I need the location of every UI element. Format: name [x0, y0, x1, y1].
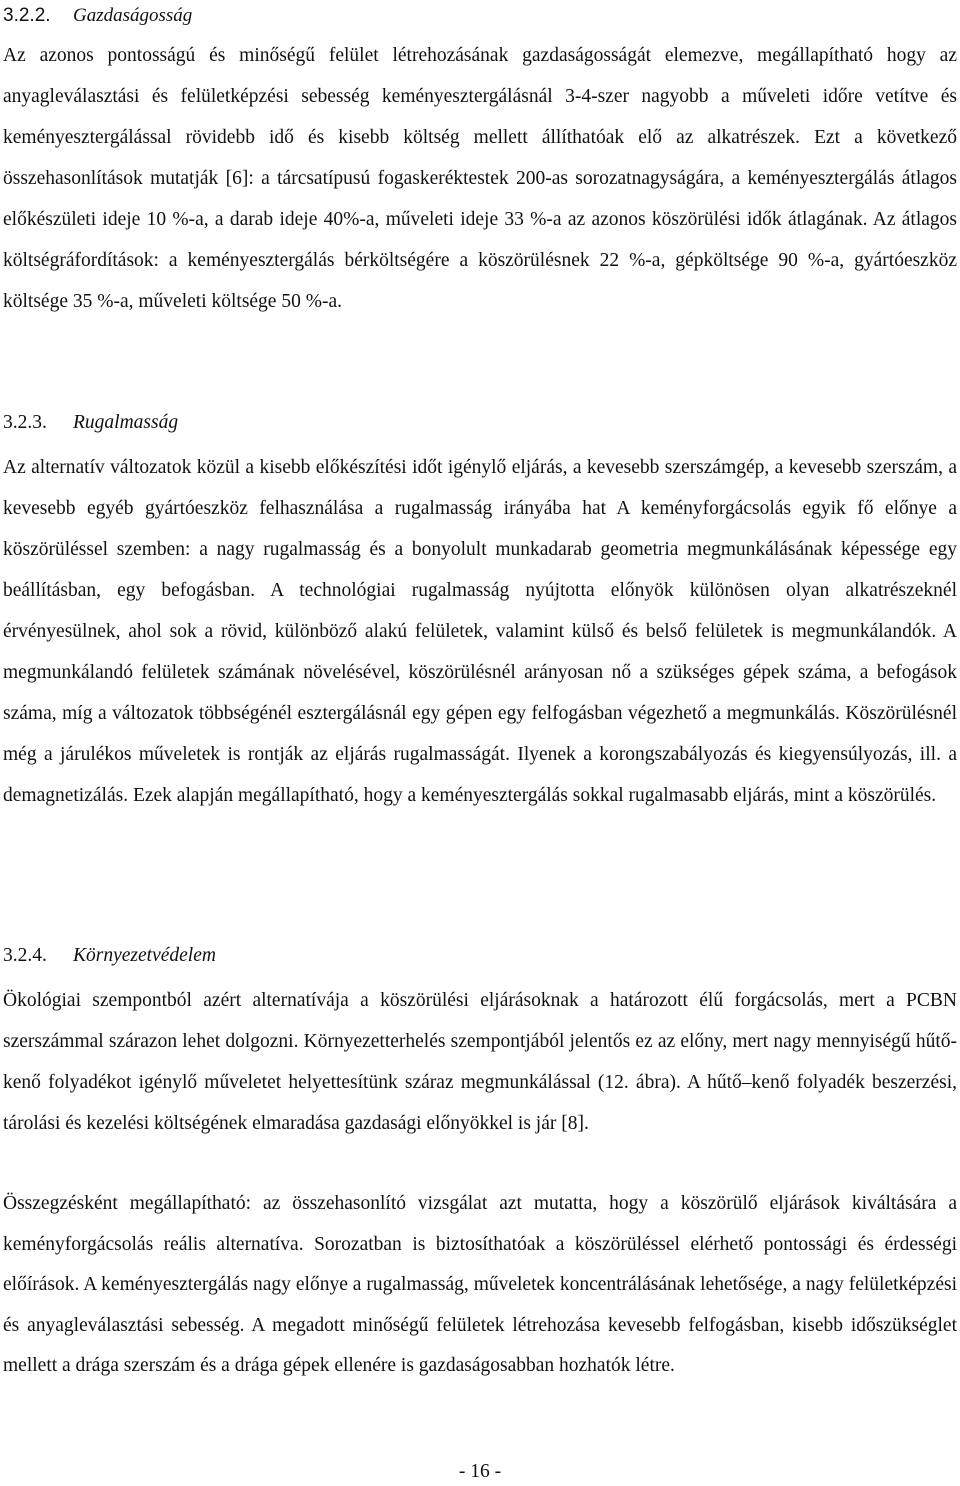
paragraph-gazdasagossag: Az azonos pontosságú és minőségű felület létrehozásának gazdaságosságát elemezve, megállapítható hogy az anyagleválasztási és felületképzési sebesség keményesztergálásnál 3-4-szer nagyobb a műveleti időre vetítve és keményesztergálással rövidebb idő és kisebb költség mellett állíthatóak elő az alkatrészek. Ezt a következő összehasonlítások mutatják [6]: a tárcsatípusú fogaskeréktestek 200-as sorozatnagyságára, a keményesztergálás átlagos előkészületi ideje 10 %-a, a darab ideje 40%-a, műveleti ideje 33 %-a az azonos köszörülési idők átlagának. Az átlagos költségráfordítások: a keményesztergálás bérköltségére a köszörülésnek 22 %-a, gépköltsége 90 %-a, gyártóeszköz költsége 35 %-a, műveleti költsége 50 %-a. — [3, 45, 957, 312]
section-heading-gazdasagossag — [3, 2, 192, 30]
section-title: Környezetvédelem — [73, 945, 216, 966]
page-number: - 16 - — [458, 1461, 502, 1482]
section-title: Gazdaságosság — [73, 5, 193, 26]
paragraph-kornyezetvedelem-1: Ökológiai szempontból azért alternatívája a köszörülési eljárásoknak a határozott élű forgácsolás, mert a PCBN szerszámmal szárazon lehet dolgozni. Környezetterhelés szempontjából jelentős ez az előny, mert nagy mennyiségű hűtő-kenő folyadékot igénylő műveletet helyettesítünk száraz megmunkálással (12. ábra). A hűtő–kenő folyadék beszerzési, tárolási és kezelési költségének elmaradása gazdasági előnyökkel is jár [8]. — [3, 990, 957, 1134]
section-title: Rugalmasság — [73, 412, 179, 433]
section-heading-kornyezetvedelem — [3, 942, 216, 970]
section-number: 3.2.4. — [3, 945, 47, 966]
section-number: 3.2.3. — [3, 412, 47, 433]
section-heading-rugalmassag — [3, 409, 178, 437]
paragraph-kornyezetvedelem-2: Összegzésként megállapítható: az összehasonlító vizsgálat azt mutatta, hogy a köszörülő eljárások kiváltására a keményforgácsolás reális alternatíva. Sorozatban is biztosíthatóak a köszörüléssel elérhető pontossági és érdességi előírások. A keményesztergálás nagy előnye a rugalmasság, műveletek koncentrálásának lehetősége, a nagy felületképzési és anyagleválasztási sebesség. A megadott minőségű felületek létrehozása kevesebb felfogásban, kisebb időszükséglet mellett a drága szerszám és a drága gépek ellenére is gazdaságosabban hozhatók létre. — [3, 1193, 957, 1377]
section-number: 3.2.2. — [3, 5, 51, 26]
paragraph-rugalmassag: Az alternatív változatok közül a kisebb előkészítési időt igénylő eljárás, a kevesebb szerszámgép, a kevesebb szerszám, a kevesebb egyéb gyártóeszköz felhasználása a rugalmasság irányába hat A keményforgácsolás egyik fő előnye a köszörüléssel szemben: a nagy rugalmasság és a bonyolult munkadarab geometria megmunkálásának képessége egy beállításban, egy befogásban. A technológiai rugalmasság nyújtotta előnyök különösen olyan alkatrészeknél érvényesülnek, ahol sok a rövid, különböző alakú felületek, valamint külső és belső felületek is megmunkálandók. A megmunkálandó felületek számának növelésével, köszörülésnél arányosan nő a szükséges gépek száma, a befogások száma, míg a változatok többségénél esztergálásnál egy gépen egy felfogásban végezhető a megmunkálás. Köszörülésnél még a járulékos műveletek is rontják az eljárás rugalmasságát. Ilyenek a korongszabályozás és kiegyensúlyozás, ill. a demagnetizálás. Ezek alapján megállapítható, hogy a keményesztergálás sokkal rugalmasabb eljárás, mint a köszörülés. — [3, 457, 957, 806]
